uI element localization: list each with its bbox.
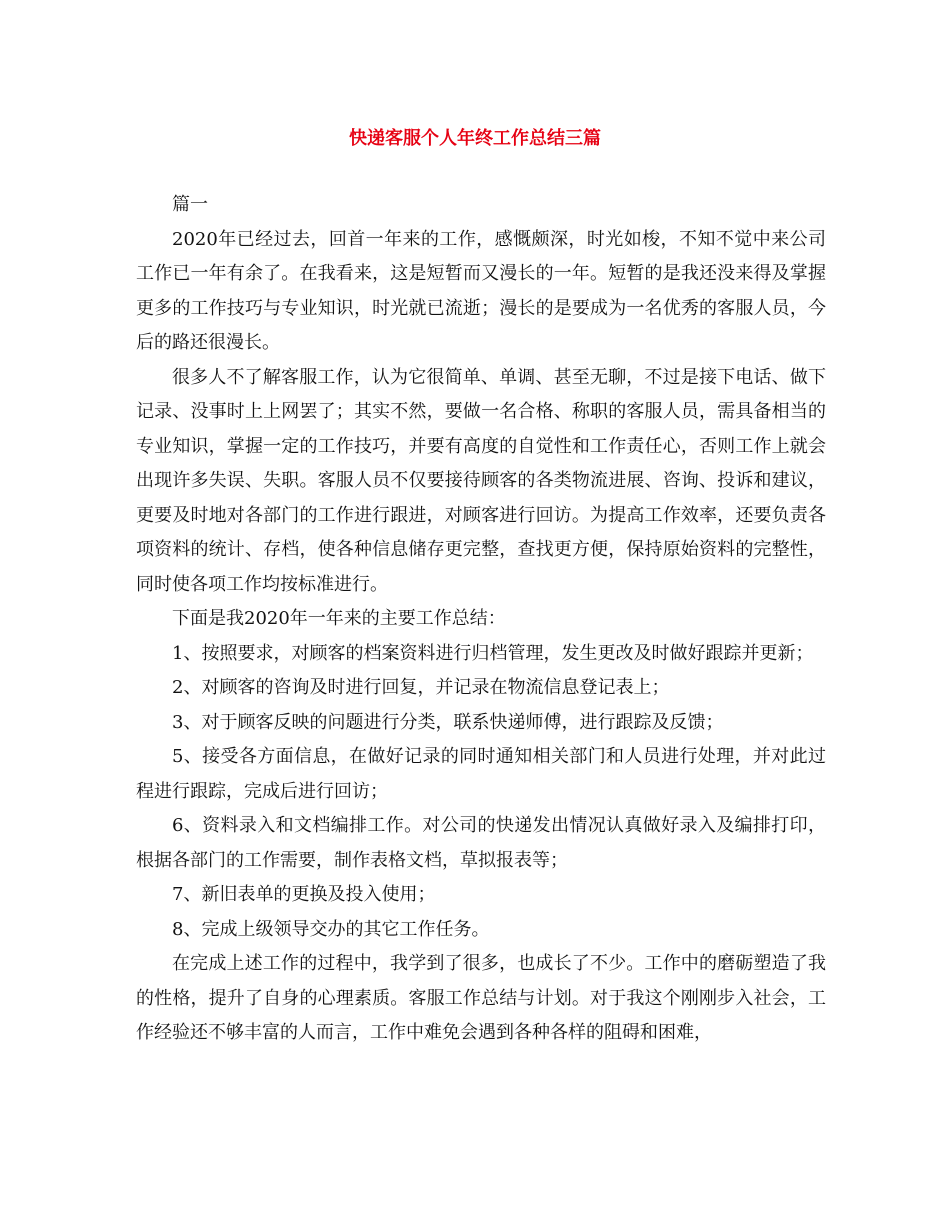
paragraph-summary-heading: 下面是我2020年一年来的主要工作总结：	[172, 608, 506, 629]
list-item-5: 5、接受各方面信息，在做好记录的同时通知相关部门和人员进行处理，并对此过程进行跟踪，完成后进行回访；	[136, 746, 826, 802]
paragraph-intro: 2020年已经过去，回首一年来的工作，感慨颇深，时光如梭，不知不觉中来公司工作已一年有余了。在我看来，这是短暂而又漫长的一年。短暂的是我还没来得及掌握更多的工作技巧与专业知识，时光就已流逝；漫长的是要成为一名优秀的客服人员，今后的路还很漫长。	[136, 228, 826, 353]
paragraph-service-description: 很多人不了解客服工作，认为它很简单、单调、甚至无聊，不过是接下电话、做下记录、没事时上上网罢了；其实不然，要做一名合格、称职的客服人员，需具备相当的专业知识，掌握一定的工作技巧，并要有高度的自觉性和工作责任心，否则工作上就会出现许多失误、失职。客服人员不仅要接待顾客的各类物流进展、咨询、投诉和建议，更要及时地对各部门的工作进行跟进，对顾客进行回访。为提高工作效率，还要负责各项资料的统计、存档，使各种信息储存更完整，查找更方便，保持原始资料的完整性，同时使各项工作均按标准进行。	[136, 366, 826, 595]
document-body	[136, 188, 826, 1051]
list-item-7: 7、新旧表单的更换及投入使用；	[172, 884, 436, 905]
list-item-6: 6、资料录入和文档编排工作。对公司的快递发出情况认真做好录入及编排打印，根据各部门的工作需要，制作表格文档，草拟报表等；	[136, 815, 826, 871]
list-item-2: 2、对顾客的咨询及时进行回复，并记录在物流信息登记表上；	[172, 677, 670, 698]
list-item-1: 1、按照要求，对顾客的档案资料进行归档管理，发生更改及时做好跟踪并更新；	[172, 642, 814, 664]
list-item-8: 8、完成上级领导交办的其它工作任务。	[172, 918, 490, 940]
list-item-3: 3、对于顾客反映的问题进行分类，联系快递师傅，进行跟踪及反馈；	[172, 711, 724, 733]
paragraph-reflection: 在完成上述工作的过程中，我学到了很多，也成长了不少。工作中的磨砺塑造了我的性格，提升了自身的心理素质。客服工作总结与计划。对于我这个刚刚步入社会，工作经验还不够丰富的人而言，工作中难免会遇到各种各样的阻碍和困难，	[136, 953, 826, 1043]
section-heading: 篇一	[172, 194, 208, 215]
document-title: 快递客服个人年终工作总结三篇	[349, 128, 601, 149]
